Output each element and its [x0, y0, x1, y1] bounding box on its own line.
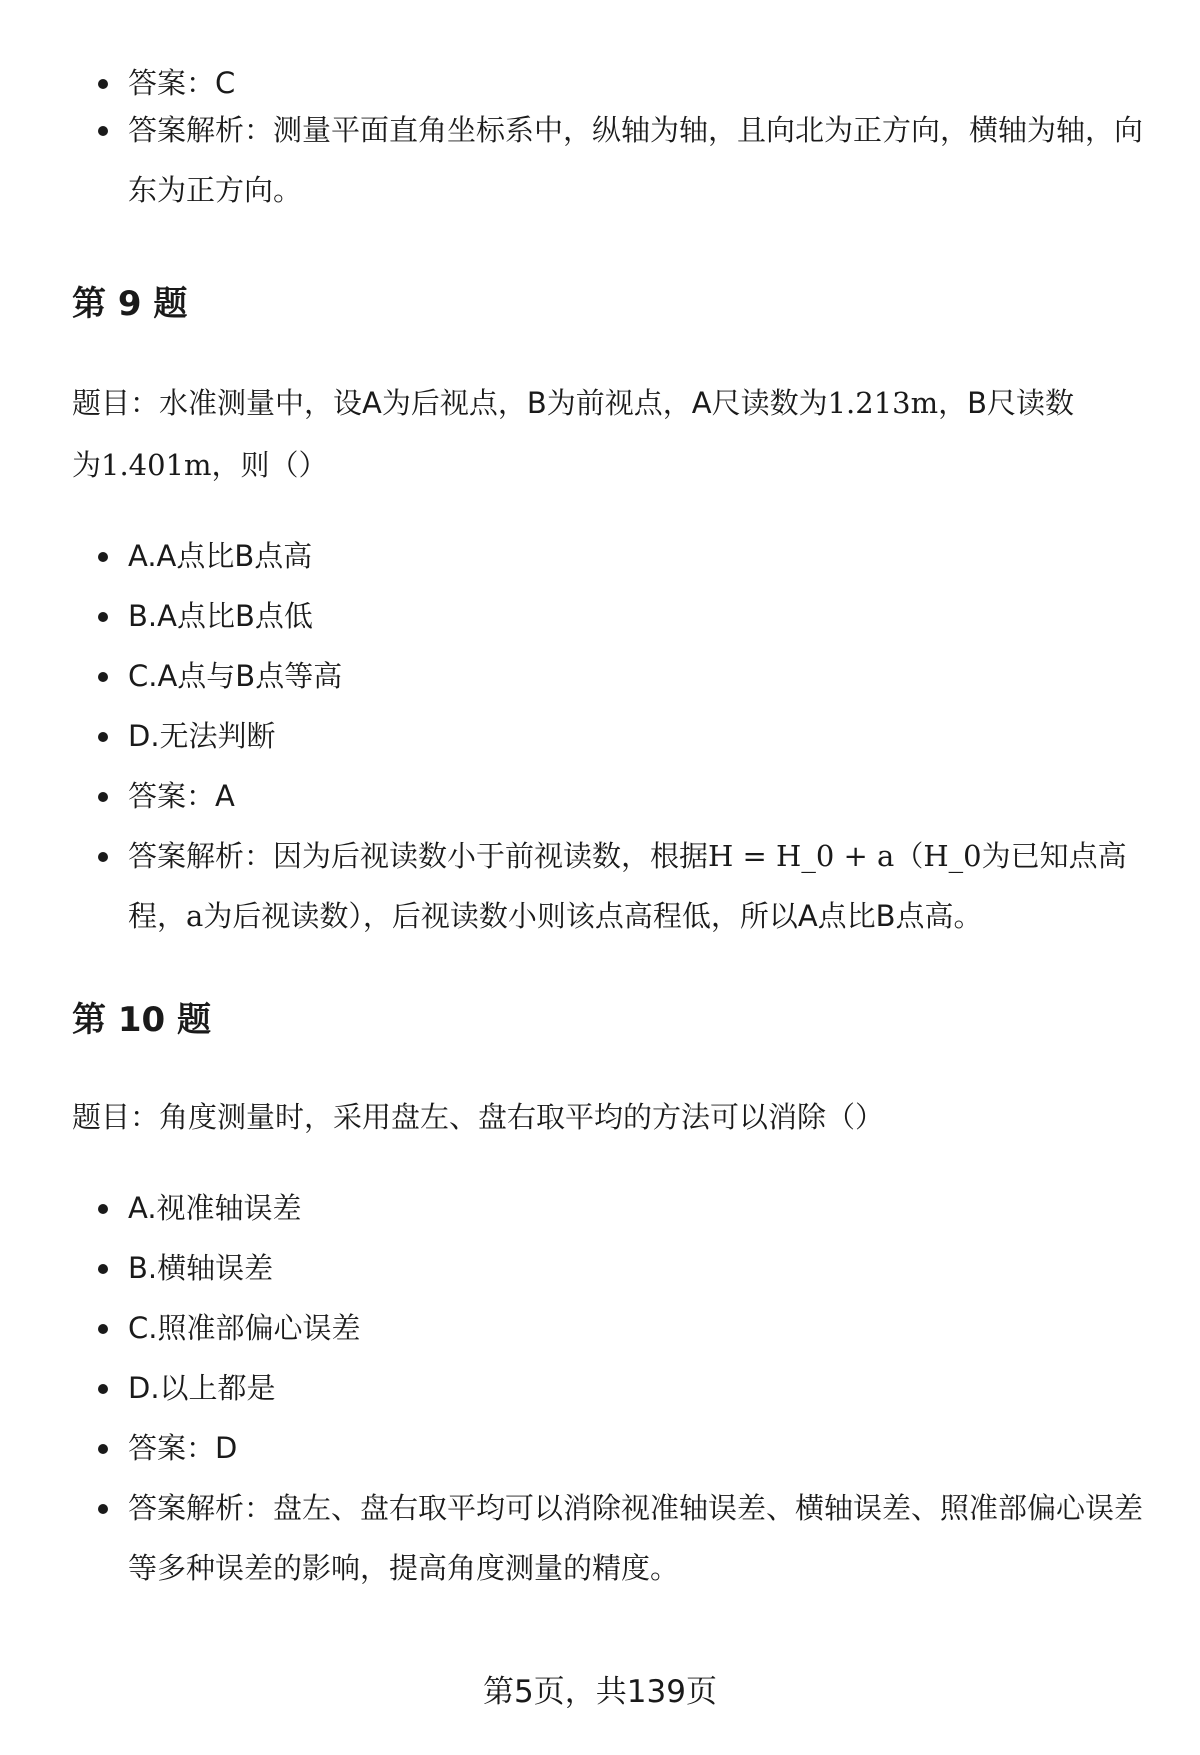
option-b — [128, 586, 1148, 646]
explanation-text: 答案解析：盘左、盘右取平均可以消除视准轴误差、横轴误差、照准部偏心误差等多种误差的影响，提高角度测量的精度。 — [128, 1491, 1144, 1585]
bullet-icon — [98, 792, 108, 802]
option-b — [128, 1238, 1148, 1298]
reading-a: 1.213m — [827, 386, 939, 420]
bullet-icon — [98, 1324, 108, 1334]
option-label: D.以上都是 — [128, 1371, 276, 1405]
option-label: A.A点比B点高 — [128, 539, 313, 573]
bullet-icon — [98, 1444, 108, 1454]
formula: H = H_0 + a — [708, 839, 895, 873]
reading-b: 1.401m — [101, 448, 212, 482]
explanation-mid: （ — [894, 839, 924, 873]
answer-text: 答案：C — [128, 66, 236, 100]
formula: a — [186, 899, 204, 933]
question-10-heading: 第 10 题 — [72, 1000, 211, 1040]
explanation-prefix: 答案解析：因为后视读数小于前视读数，根据 — [128, 839, 709, 873]
bullet-icon — [98, 672, 108, 682]
explanation-text — [128, 839, 1127, 933]
answer-item — [128, 1418, 1148, 1478]
question-9-prefix: 题目：水准测量中，设A为后视点，B为前视点，A尺读数为 — [72, 386, 828, 420]
option-label: B.A点比B点低 — [128, 599, 313, 633]
option-label: C.照准部偏心误差 — [128, 1311, 361, 1345]
bullet-icon — [98, 1384, 108, 1394]
question-9-suffix: ，则（） — [211, 448, 328, 482]
option-a — [128, 1178, 1148, 1238]
explanation-item — [128, 100, 1148, 220]
question-9-text — [72, 372, 1102, 496]
option-label: C.A点与B点等高 — [128, 659, 343, 693]
answer-text: 答案：A — [128, 779, 235, 813]
page-footer: 第5页，共139页 — [483, 1674, 717, 1710]
option-c — [128, 1298, 1148, 1358]
option-d — [128, 1358, 1148, 1418]
bullet-icon — [98, 126, 108, 136]
explanation-text: 答案解析：测量平面直角坐标系中，纵轴为轴，且向北为正方向，横轴为轴，向东为正方向。 — [128, 113, 1144, 207]
bullet-icon — [98, 612, 108, 622]
question-9-heading: 第 9 题 — [72, 284, 188, 324]
question-9-mid: ，B尺读数为 — [72, 386, 1075, 482]
bullet-icon — [98, 1504, 108, 1514]
explanation-item — [128, 1478, 1148, 1598]
bullet-icon — [98, 852, 108, 862]
explanation-mid: 为已知点高程， — [128, 839, 1127, 933]
option-d — [128, 706, 1148, 766]
question-10-text: 题目：角度测量时，采用盘左、盘右取平均的方法可以消除（） — [72, 1100, 885, 1134]
formula: H_0 — [923, 839, 982, 873]
option-label: A.视准轴误差 — [128, 1191, 302, 1225]
bullet-icon — [98, 1264, 108, 1274]
option-a — [128, 526, 1148, 586]
answer-text: 答案：D — [128, 1431, 238, 1465]
option-label: D.无法判断 — [128, 719, 276, 753]
answer-item — [128, 766, 1148, 826]
option-label: B.横轴误差 — [128, 1251, 274, 1285]
explanation-suffix: 为后视读数），后视读数小则该点高程低，所以A点比B点高。 — [203, 899, 983, 933]
bullet-icon — [98, 552, 108, 562]
explanation-item — [128, 826, 1148, 946]
bullet-icon — [98, 79, 108, 89]
bullet-icon — [98, 732, 108, 742]
option-c — [128, 646, 1148, 706]
bullet-icon — [98, 1204, 108, 1214]
